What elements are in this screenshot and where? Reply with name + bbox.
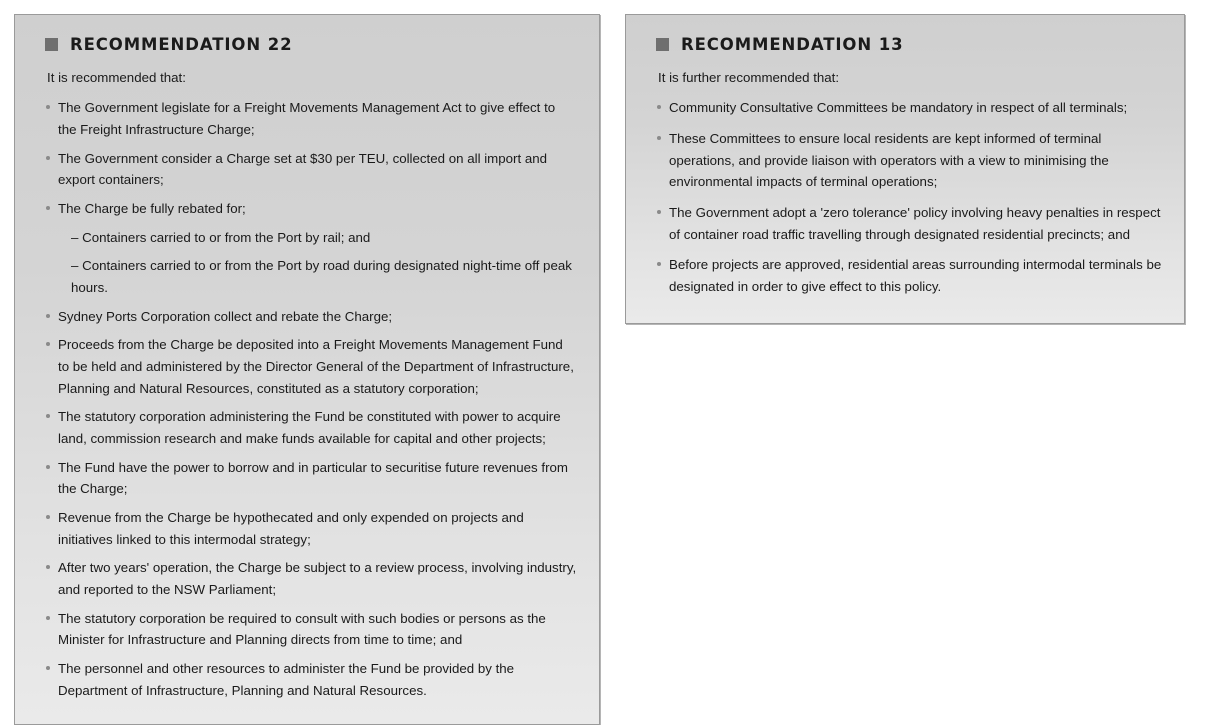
recommendation-panel-22 <box>14 14 600 725</box>
list-item: The statutory corporation be required to consult with such bodies or persons as the Minister for Infrastructure and Planning directs from time to time; and <box>45 608 577 651</box>
filled-square-icon <box>45 38 58 51</box>
filled-square-icon <box>656 38 669 51</box>
list-item: The Government legislate for a Freight Movements Management Act to give effect to the Freight Infrastructure Charge; <box>45 97 577 140</box>
list-item-sub: – Containers carried to or from the Port by road during designated night-time off peak hours. <box>71 258 572 295</box>
list-item: After two years' operation, the Charge be subject to a review process, involving industry, and reported to the NSW Parliament; <box>45 557 577 600</box>
list-item: The Government consider a Charge set at $30 per TEU, collected on all import and export containers; <box>45 148 577 191</box>
list-item: The Charge be fully rebated for; <box>45 198 577 220</box>
panel-title-text: RECOMMENDATION 22 <box>70 35 293 54</box>
list-item: The Fund have the power to borrow and in particular to securitise future revenues from the Charge; <box>45 457 577 500</box>
list-item: Before projects are approved, residential areas surrounding intermodal terminals be designated in order to give effect to this policy. <box>656 254 1162 297</box>
recommendation-list <box>656 97 1162 297</box>
list-item: The personnel and other resources to administer the Fund be provided by the Department of Infrastructure, Planning and Natural Resources. <box>45 658 577 701</box>
list-item: Community Consultative Committees be mandatory in respect of all terminals; <box>656 97 1162 119</box>
list-item: The Government adopt a 'zero tolerance' policy involving heavy penalties in respect of container road traffic travelling through designated residential precincts; and <box>656 202 1162 245</box>
panel-heading <box>656 35 1162 54</box>
panel-intro-text: It is further recommended that: <box>658 70 840 85</box>
list-item: Proceeds from the Charge be deposited into a Freight Movements Management Fund to be held and administered by the Director General of the Department of Infrastructure, Planning and Natural Resources, constituted as a statutory corporation; <box>45 334 577 399</box>
panel-heading <box>45 35 577 54</box>
list-item: These Committees to ensure local residents are kept informed of terminal operations, and provide liaison with operators with a view to minimising the environmental impacts of terminal operations; <box>656 128 1162 193</box>
list-item: The statutory corporation administering the Fund be constituted with power to acquire land, commission research and make funds available for capital and other projects; <box>45 406 577 449</box>
panel-title-text: RECOMMENDATION 13 <box>681 35 904 54</box>
recommendation-panel-13 <box>625 14 1185 324</box>
list-item: Revenue from the Charge be hypothecated and only expended on projects and initiatives linked to this intermodal strategy; <box>45 507 577 550</box>
panel-intro-text: It is recommended that: <box>47 70 186 85</box>
recommendation-list <box>45 97 577 701</box>
list-item-sub: – Containers carried to or from the Port by rail; and <box>71 229 371 245</box>
list-item: Sydney Ports Corporation collect and rebate the Charge; <box>45 306 577 328</box>
